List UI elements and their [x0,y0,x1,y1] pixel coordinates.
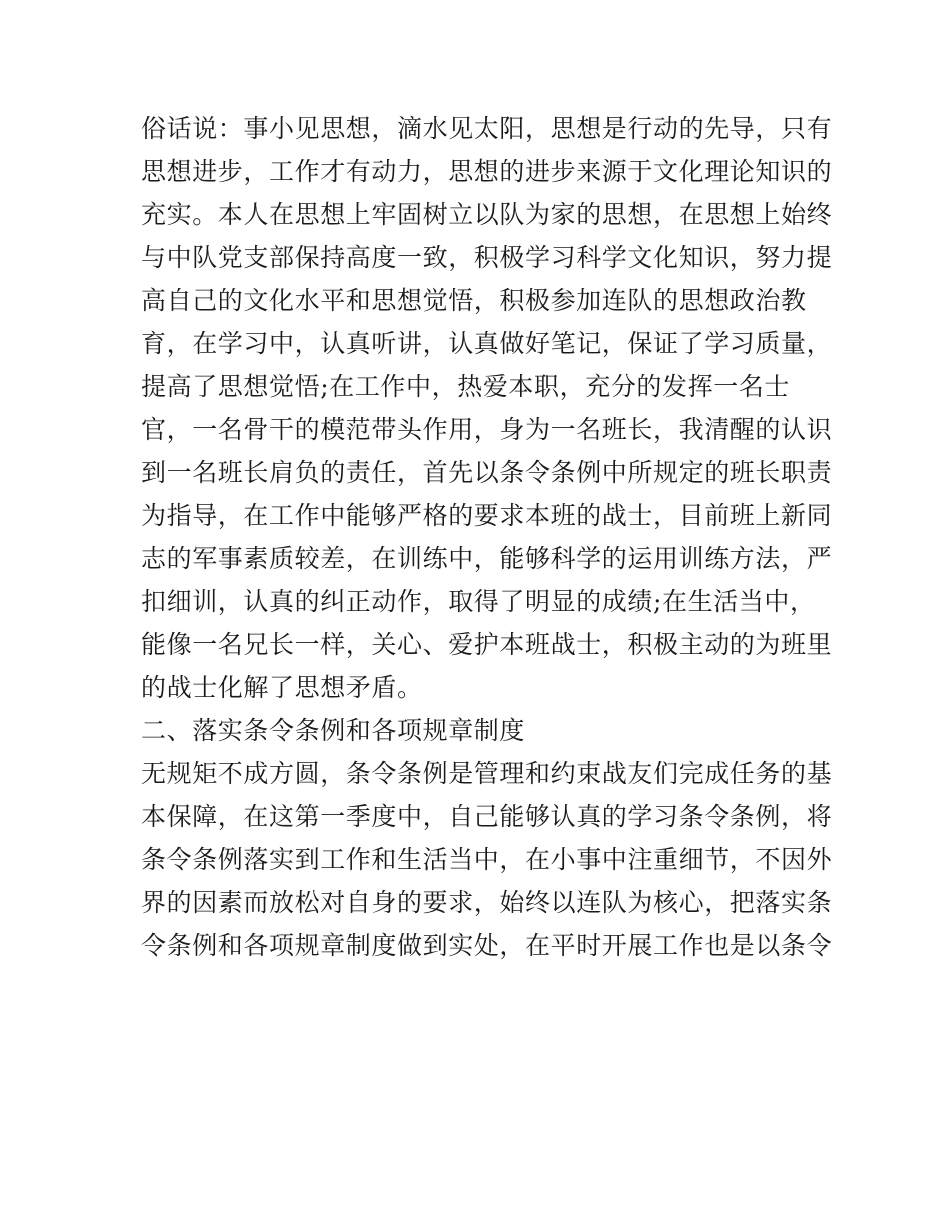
text-line: 能像一名兄长一样，关心、爱护本班战士，积极主动的为班里 [141,630,833,659]
text-line: 提高了思想觉悟;在工作中，热爱本职，充分的发挥一名士 [141,372,791,401]
text-line: 令条例和各项规章制度做到实处，在平时开展工作也是以条令 [141,931,833,960]
text-line: 界的因素而放松对自身的要求，始终以连队为核心，把落实条 [141,888,833,917]
text-line: 的战士化解了思想矛盾。 [141,673,423,702]
text-line: 扣细训，认真的纠正动作，取得了明显的成绩;在生活当中， [141,587,816,616]
text-line: 与中队党支部保持高度一致，积极学习科学文化知识，努力提 [141,243,833,272]
text-line: 到一名班长肩负的责任，首先以条令条例中所规定的班长职责 [141,458,833,487]
text-line: 思想进步，工作才有动力，思想的进步来源于文化理论知识的 [141,157,833,186]
text-line: 无规矩不成方圆，条令条例是管理和约束战友们完成任务的基 [141,759,833,788]
text-line: 俗话说：事小见思想，滴水见太阳，思想是行动的先导，只有 [141,114,833,143]
text-line: 高自己的文化水平和思想觉悟，积极参加连队的思想政治教 [141,286,807,315]
text-line: 育，在学习中，认真听讲，认真做好笔记，保证了学习质量， [141,329,833,358]
text-line: 本保障，在这第一季度中，自己能够认真的学习条令条例，将 [141,802,833,831]
text-line: 为指导，在工作中能够严格的要求本班的战士，目前班上新同 [141,501,833,530]
text-line: 充实。本人在思想上牢固树立以队为家的思想，在思想上始终 [141,200,833,229]
text-line: 官，一名骨干的模范带头作用，身为一名班长，我清醒的认识 [141,415,833,444]
section-heading: 二、落实条令条例和各项规章制度 [141,716,526,745]
text-line: 条令条例落实到工作和生活当中，在小事中注重细节，不因外 [141,845,833,874]
text-line: 志的军事素质较差，在训练中，能够科学的运用训练方法，严 [141,544,833,573]
document-body [141,107,833,967]
